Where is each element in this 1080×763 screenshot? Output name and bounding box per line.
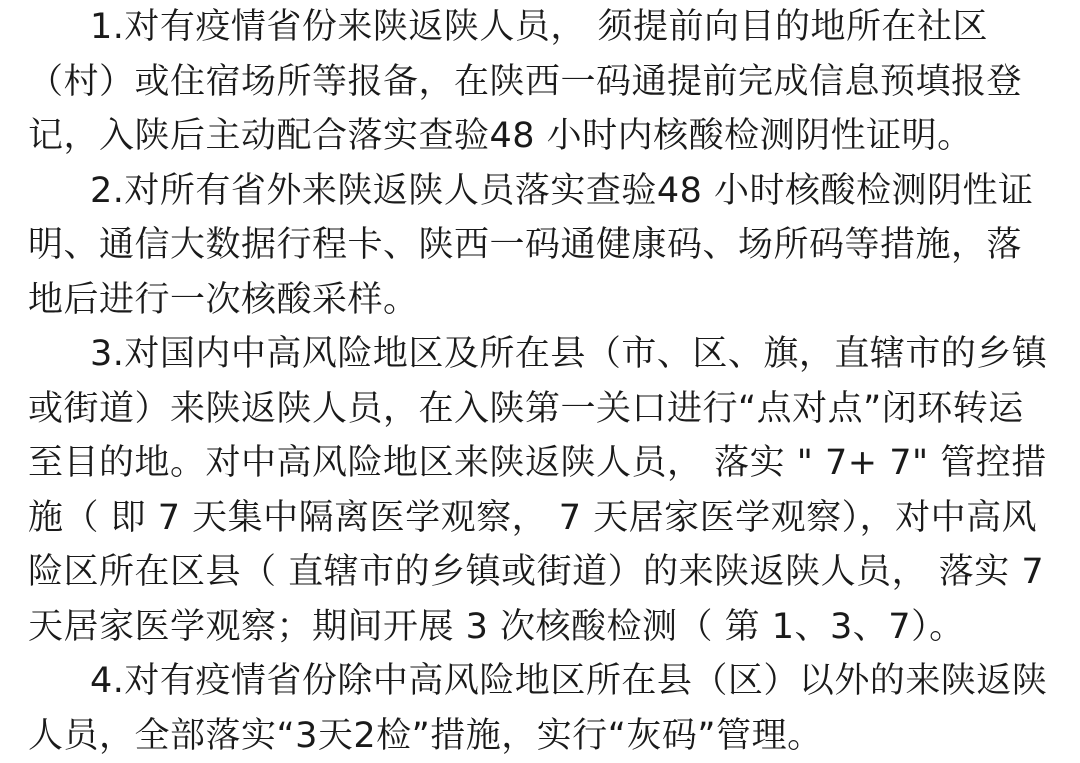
text-line: 至目的地。对中高风险地区来陕返陕人员， 落实 " 7+ 7" 管控措: [28, 436, 1052, 491]
text-line: 记，入陕后主动配合落实查验48 小时内核酸检测阴性证明。: [28, 109, 1052, 164]
text-line: 地后进行一次核酸采样。: [28, 273, 1052, 328]
text-line: （村）或住宿场所等报备，在陕西一码通提前完成信息预填报登: [28, 55, 1052, 110]
paragraph-1: [28, 0, 1052, 164]
text-line: 1.对有疫情省份来陕返陕人员， 须提前向目的地所在社区: [28, 0, 1052, 55]
paragraph-4: [28, 654, 1052, 763]
text-line: 险区所在区县（ 直辖市的乡镇或街道）的来陕返陕人员， 落实 7: [28, 545, 1052, 600]
text-line: 3.对国内中高风险地区及所在县（市、区、旗，直辖市的乡镇: [28, 327, 1052, 382]
text-line: 天居家医学观察；期间开展 3 次核酸检测（ 第 1、3、7）。: [28, 600, 1052, 655]
text-line: 施（ 即 7 天集中隔离医学观察， 7 天居家医学观察），对中高风: [28, 491, 1052, 546]
text-line: 2.对所有省外来陕返陕人员落实查验48 小时核酸检测阴性证: [28, 164, 1052, 219]
text-line: 人员，全部落实“3天2检”措施，实行“灰码”管理。: [28, 709, 1052, 763]
text-line: 明、通信大数据行程卡、陕西一码通健康码、场所码等措施，落: [28, 218, 1052, 273]
paragraph-3: [28, 327, 1052, 654]
text-line: 或街道）来陕返陕人员，在入陕第一关口进行“点对点”闭环转运: [28, 382, 1052, 437]
paragraph-2: [28, 164, 1052, 328]
text-line: 4.对有疫情省份除中高风险地区所在县（区）以外的来陕返陕: [28, 654, 1052, 709]
